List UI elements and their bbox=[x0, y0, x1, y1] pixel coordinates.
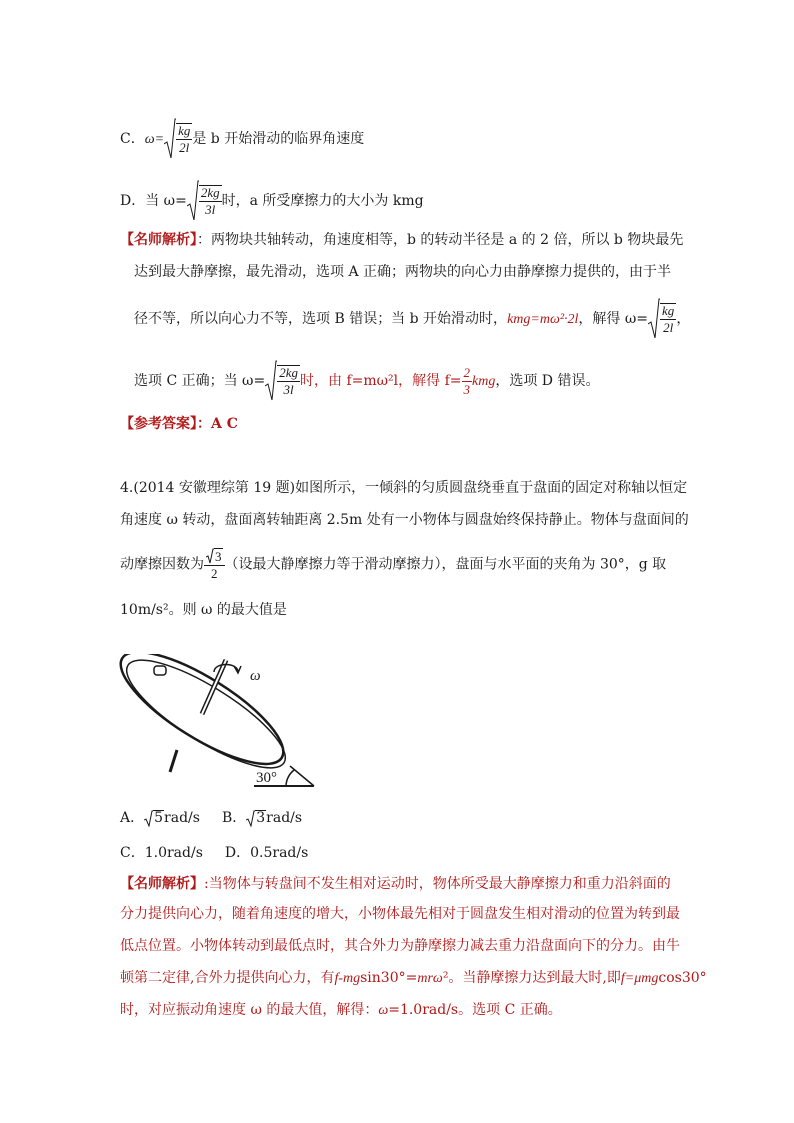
question4-text1: 4.(2014 安徽理综第 19 题)如图所示，一倾斜的匀质圆盘绕垂直于盘面的固定对称轴以恒定 bbox=[120, 480, 688, 496]
disc bbox=[114, 654, 298, 786]
omega-label: ω bbox=[250, 668, 261, 684]
question4-text2: 角速度 ω 转动，盘面离转轴距离 2.5m 处有一小物体与圆盘始终保持静止。物体与盘面间的 bbox=[120, 512, 689, 528]
analysis1-kmg: kmg bbox=[472, 374, 496, 389]
analysis2-line3 bbox=[120, 936, 680, 956]
frac-den: 3l bbox=[283, 382, 294, 397]
analysis2-line1 bbox=[120, 874, 671, 894]
analysis2-tag: 【名师解析】 bbox=[120, 876, 204, 892]
frac-num: kg bbox=[178, 123, 191, 139]
rotation-arrow-icon bbox=[214, 665, 241, 674]
choice-a-label: A． bbox=[120, 810, 145, 826]
sqrt-2kg-3l bbox=[187, 180, 222, 222]
sqrt3 bbox=[206, 548, 223, 564]
frac-den: 2l bbox=[663, 320, 674, 335]
choice-b-label: B． bbox=[221, 810, 247, 826]
answer-tag: 【参考答案】 bbox=[120, 416, 197, 432]
answer-text: ：A C bbox=[197, 416, 238, 432]
analysis2-text5a: 时，对应振动角速度 ω 的最大值，解得： bbox=[120, 1002, 379, 1018]
frac-sqrt3-2 bbox=[204, 548, 225, 581]
sqrt-kg-2l bbox=[164, 118, 192, 160]
question4-line2 bbox=[120, 510, 689, 530]
question4-line4 bbox=[120, 600, 287, 620]
frac-num: 2 bbox=[463, 364, 471, 380]
choices-ab bbox=[120, 808, 302, 828]
analysis1-line1 bbox=[120, 230, 683, 250]
sqrt3-value: 3 bbox=[215, 549, 222, 565]
sqrt-kg-2l-analysis bbox=[648, 298, 676, 340]
analysis2-text4e: ²。当静摩擦力达到最大时,即 bbox=[442, 970, 621, 986]
option-c-label: C． bbox=[120, 131, 145, 147]
option-d-label: D．当 ω= bbox=[120, 193, 187, 209]
question4-text4: 10m/s²。则 ω 的最大值是 bbox=[120, 602, 287, 618]
analysis2-text4a: 顿第二定律,合外力提供向心力，有 bbox=[120, 970, 335, 986]
analysis2-eq-b: sin30°= bbox=[360, 970, 418, 986]
analysis2-line5 bbox=[120, 1000, 562, 1021]
analysis2-text2: 分力提供向心力，随着角速度的增大，小物体最先相对于圆盘发生相对滑动的位置为转到最 bbox=[120, 906, 680, 922]
question4-line1 bbox=[120, 478, 687, 498]
analysis2-omega: ω bbox=[378, 1003, 389, 1018]
analysis1-text2: 达到最大静摩擦，最先滑动，选项 A 正确；两物块的向心力由静摩擦力提供的，由于半 bbox=[134, 264, 672, 280]
sqrt-2kg-3l-analysis bbox=[265, 360, 300, 402]
choices-cd bbox=[120, 843, 308, 863]
choice-d: D．0.5rad/s bbox=[224, 845, 309, 861]
sqrt3-choice bbox=[246, 810, 266, 827]
frac-den: 2 bbox=[211, 566, 218, 582]
analysis2-text3: 低点位置。小物体转动到最低点时，其合外力为静摩擦力减去重力沿盘面向下的分力。由牛 bbox=[120, 938, 680, 954]
analysis1-line2 bbox=[134, 262, 671, 282]
angle-label: 30° bbox=[256, 770, 277, 786]
frac-den: 2l bbox=[179, 140, 190, 155]
inclined-disc-figure bbox=[114, 654, 324, 792]
analysis2-line2 bbox=[120, 904, 680, 924]
analysis2-eq-c: mrω bbox=[417, 971, 443, 986]
frac-num: 2kg bbox=[279, 365, 298, 381]
choice-a-unit: rad/s bbox=[164, 810, 200, 826]
sqrt5 bbox=[144, 810, 164, 827]
question4-line3 bbox=[120, 548, 666, 581]
analysis1-text4b: 时，由 f=mω²l，解得 f= bbox=[300, 373, 462, 389]
analysis1-line3 bbox=[134, 298, 690, 340]
analysis1-text3-end: ， bbox=[676, 311, 691, 327]
frac-2-3 bbox=[462, 366, 473, 396]
answer1 bbox=[120, 414, 238, 434]
analysis1-text3c: ，解得 ω= bbox=[578, 311, 649, 327]
sqrt3-choice-value: 3 bbox=[256, 810, 266, 826]
analysis2-eq-d: f=μmg bbox=[620, 971, 659, 986]
sqrt5-value: 5 bbox=[154, 810, 164, 826]
frac-den: 3 bbox=[463, 381, 471, 397]
frac-den: 3l bbox=[205, 202, 216, 217]
analysis1-text4a: 选项 C 正确；当 ω= bbox=[134, 373, 266, 389]
omega-eq: ω= bbox=[144, 132, 165, 147]
choice-c: C．1.0rad/s bbox=[120, 845, 203, 861]
analysis1-eq1: kmg=mω²·2l bbox=[507, 312, 579, 327]
question4-text3b: （设最大静摩擦力等于滑动摩擦力），盘面与水平面的夹角为 30°，g 取 bbox=[224, 556, 667, 573]
option-d-text: 时，a 所受摩擦力的大小为 kmg bbox=[221, 193, 424, 209]
analysis2-eq-e: cos30° bbox=[658, 970, 707, 986]
analysis2-text1: :当物体与转盘间不发生相对运动时，物体所受最大静摩擦力和重力沿斜面的 bbox=[204, 876, 671, 892]
analysis1-text4d: ，选项 D 错误。 bbox=[495, 373, 600, 389]
analysis1-text1: ：两物块共轴转动，角速度相等，b 的转动半径是 a 的 2 倍，所以 b 物块最先 bbox=[197, 232, 684, 248]
small-object bbox=[154, 666, 166, 675]
analysis2-eq-a: f-mg bbox=[334, 971, 361, 986]
frac-num: 2kg bbox=[200, 185, 220, 201]
analysis2-line4 bbox=[120, 968, 707, 989]
question4-text3a: 动摩擦因数为 bbox=[120, 556, 204, 573]
choice-b-unit: rad/s bbox=[266, 810, 303, 826]
analysis1-text3a: 径不等，所以向心力不等，选项 B 错误；当 b 开始滑动时， bbox=[134, 311, 508, 327]
analysis2-text5c: =1.0rad/s。选项 C 正确。 bbox=[388, 1002, 562, 1018]
option-c bbox=[120, 118, 364, 160]
option-d bbox=[120, 180, 424, 222]
frac-num bbox=[204, 548, 225, 566]
analysis1-line4 bbox=[134, 360, 599, 402]
option-c-text: 是 b 开始滑动的临界角速度 bbox=[192, 131, 365, 147]
frac-num: kg bbox=[662, 303, 675, 319]
analysis-tag: 【名师解析】 bbox=[120, 232, 197, 248]
